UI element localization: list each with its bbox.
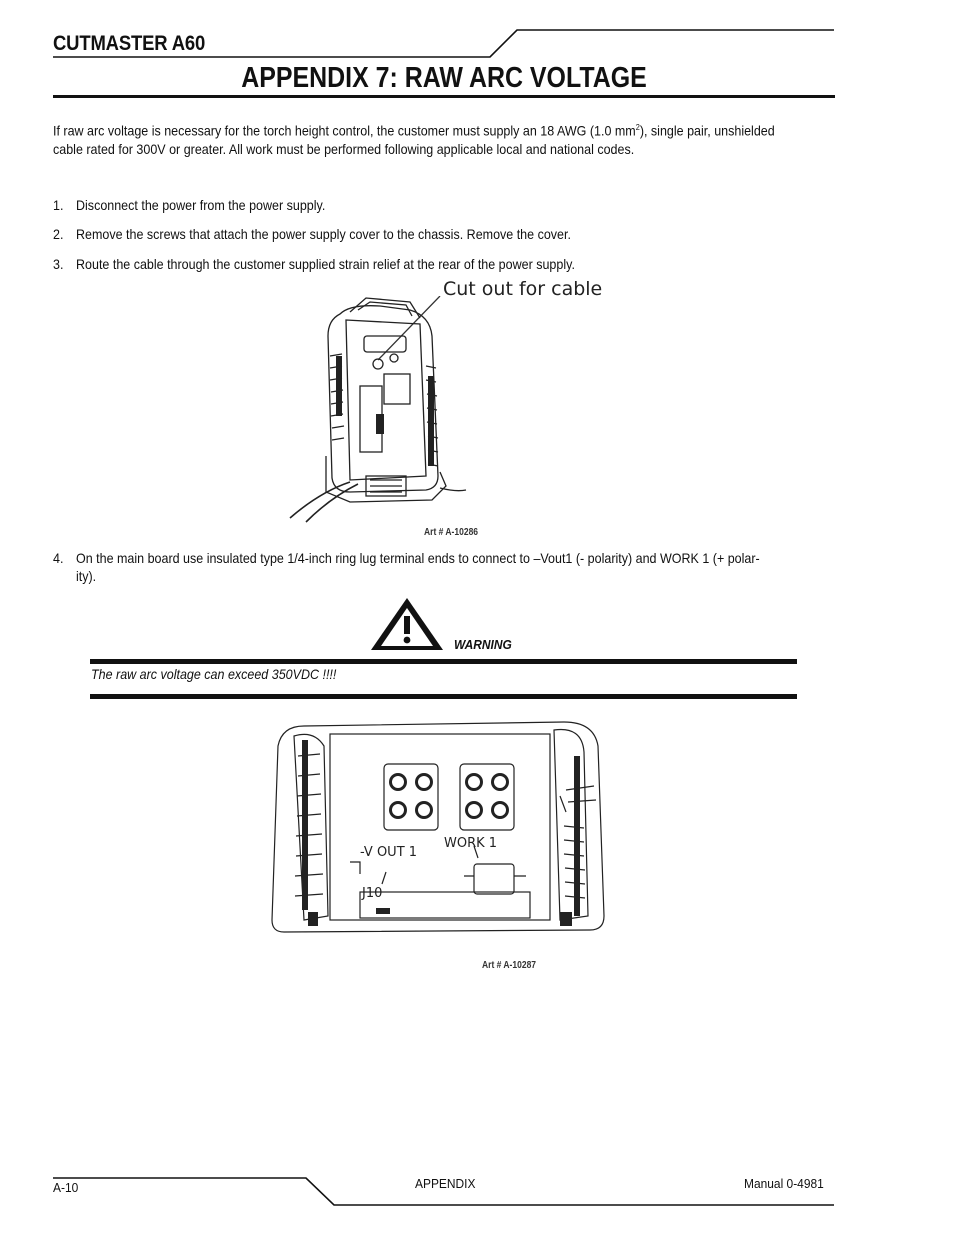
intro-text-line2: cable rated for 300V or greater. All work must be performed following applicable local and national codes. <box>53 141 635 157</box>
page-number: A-10 <box>53 1180 79 1195</box>
figure1-callout: Cut out for cable <box>443 278 603 300</box>
step-text: Remove the screws that attach the power supply cover to the chassis. Remove the cover. <box>76 227 571 242</box>
page-title: APPENDIX 7: RAW ARC VOLTAGE <box>241 62 647 94</box>
step-item-4 <box>53 550 835 586</box>
warning-top-bar <box>90 659 797 664</box>
warning-triangle-icon <box>369 596 445 652</box>
vout1-label: -V OUT 1 <box>360 845 418 860</box>
step-number: 4. <box>53 551 64 566</box>
j10-label: J10 <box>362 886 383 901</box>
manual-number: Manual 0-4981 <box>744 1176 824 1191</box>
intro-superscript: 2 <box>635 123 640 132</box>
intro-text-part2: ), single pair, unshielded <box>639 123 775 139</box>
step-text-line1: On the main board use insulated type 1/4-inch ring lug terminal ends to connect to –Vout1 (- polarity) and WORK 1 (+ polar- <box>76 551 760 566</box>
warning-text: The raw arc voltage can exceed 350VDC !!!! <box>91 667 337 682</box>
product-name: CUTMASTER A60 <box>53 32 206 55</box>
intro-paragraph <box>53 119 789 159</box>
step-item <box>53 226 844 244</box>
figure2-art-number: Art # A-10287 <box>482 960 537 971</box>
step-text: Disconnect the power from the power supply. <box>76 198 326 213</box>
work1-label: WORK 1 <box>444 836 498 851</box>
step-text-line2: ity). <box>76 569 97 584</box>
step-item <box>53 197 844 215</box>
step-number: 3. <box>53 257 64 272</box>
step-number: 2. <box>53 227 64 242</box>
power-supply-rear-illustration <box>280 296 480 526</box>
title-underline <box>53 95 835 98</box>
footer-section: APPENDIX <box>415 1176 476 1191</box>
intro-text-part1: If raw arc voltage is necessary for the torch height control, the customer must supply an 18 AWG (1.0 mm <box>53 123 636 139</box>
warning-bottom-bar <box>90 694 797 699</box>
step-number: 1. <box>53 198 64 213</box>
figure1-art-number: Art # A-10286 <box>424 527 479 538</box>
step-item <box>53 256 844 274</box>
step-text: Route the cable through the customer supplied strain relief at the rear of the power supply. <box>76 257 575 272</box>
warning-label: WARNING <box>454 637 512 652</box>
